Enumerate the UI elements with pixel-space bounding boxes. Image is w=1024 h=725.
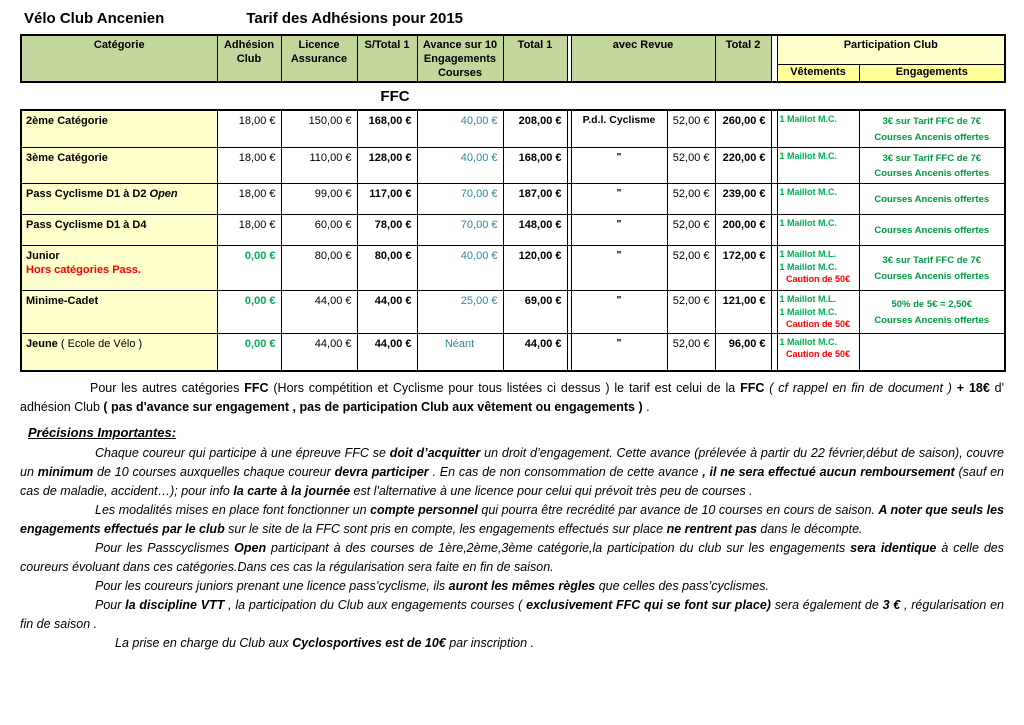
col-header-stotal1: S/Total 1 <box>357 35 417 82</box>
adhesion-cell: 18,00 € <box>217 214 281 245</box>
total2-cell: 220,00 € <box>715 147 771 183</box>
licence-cell: 44,00 € <box>281 290 357 333</box>
revue-cell: " <box>571 214 667 245</box>
vetements-cell: 1 Maillot M.C. <box>777 147 859 183</box>
note-paragraph: Pour les Passcyclismes Open participant à des courses de 1ère,2ème,3ème catégorie,la participation du club sur les engagements sera identique à celle des coureurs évoluant dans ces catégories.Dans ces cas la régularisation sera faite en fin de saison. <box>20 541 1005 575</box>
total1-cell: 148,00 € <box>503 214 567 245</box>
subtotal-cell: 44,00 € <box>357 333 417 371</box>
col-header-engagements: Engagements <box>859 64 1005 82</box>
vetements-cell: 1 Maillot M.C. <box>777 110 859 147</box>
licence-cell: 60,00 € <box>281 214 357 245</box>
licence-cell: 110,00 € <box>281 147 357 183</box>
total2-cell: 239,00 € <box>715 183 771 214</box>
total2-cell: 172,00 € <box>715 245 771 290</box>
table-row <box>21 290 1005 333</box>
category-cell: 3ème Catégorie <box>21 147 217 183</box>
revue-price-cell: 52,00 € <box>667 147 715 183</box>
category-cell: Jeune ( Ecole de Vélo ) <box>21 333 217 371</box>
licence-cell: 44,00 € <box>281 333 357 371</box>
revue-cell: " <box>571 290 667 333</box>
engagements-cell: Courses Ancenis offertes <box>859 183 1005 214</box>
subtotal-cell: 44,00 € <box>357 290 417 333</box>
section-heading-ffc: FFC <box>380 88 410 106</box>
revue-price-cell: 52,00 € <box>667 214 715 245</box>
adhesion-cell: 18,00 € <box>217 147 281 183</box>
total1-cell: 120,00 € <box>503 245 567 290</box>
engagements-cell: 3€ sur Tarif FFC de 7€ Courses Ancenis offertes <box>859 147 1005 183</box>
category-cell: Minime-Cadet <box>21 290 217 333</box>
engagements-cell: 50% de 5€ = 2,50€ Courses Ancenis offertes <box>859 290 1005 333</box>
vetements-cell: 1 Maillot M.L. 1 Maillot M.C. Caution de 50€ <box>777 245 859 290</box>
doc-title: Tarif des Adhésions pour 2015 <box>246 10 464 27</box>
col-header-avance: Avance sur 10 Engagements Courses <box>417 35 503 82</box>
licence-cell: 150,00 € <box>281 110 357 147</box>
vetements-cell: 1 Maillot M.L. 1 Maillot M.C. Caution de 50€ <box>777 290 859 333</box>
total2-cell: 121,00 € <box>715 290 771 333</box>
engagements-cell: 3€ sur Tarif FFC de 7€ Courses Ancenis offertes <box>859 110 1005 147</box>
total1-cell: 44,00 € <box>503 333 567 371</box>
revue-cell: " <box>571 333 667 371</box>
col-header-participation: Participation Club <box>777 35 1005 64</box>
adhesion-cell: 18,00 € <box>217 183 281 214</box>
revue-cell: " <box>571 183 667 214</box>
engagements-cell: Courses Ancenis offertes <box>859 214 1005 245</box>
revue-price-cell: 52,00 € <box>667 245 715 290</box>
club-title: Vélo Club Ancenien <box>24 10 165 27</box>
category-cell: Junior Hors catégories Pass. <box>21 245 217 290</box>
total2-cell: 96,00 € <box>715 333 771 371</box>
category-cell: 2ème Catégorie <box>21 110 217 147</box>
revue-price-cell: 52,00 € <box>667 290 715 333</box>
avance-cell: 25,00 € <box>417 290 503 333</box>
vetements-cell: 1 Maillot M.C. <box>777 183 859 214</box>
note-paragraph: Pour les coureurs juniors prenant une licence pass’cyclisme, ils auront les mêmes règles que celles des pass’cyclismes. <box>95 579 769 594</box>
revue-price-cell: 52,00 € <box>667 183 715 214</box>
table-row <box>21 147 1005 183</box>
table-row <box>21 214 1005 245</box>
col-header-revue: avec Revue <box>571 35 715 82</box>
adhesion-cell: 0,00 € <box>217 245 281 290</box>
licence-cell: 80,00 € <box>281 245 357 290</box>
total2-cell: 260,00 € <box>715 110 771 147</box>
avance-cell: 40,00 € <box>417 245 503 290</box>
avance-cell: 40,00 € <box>417 110 503 147</box>
subtotal-cell: 80,00 € <box>357 245 417 290</box>
engagements-cell: 3€ sur Tarif FFC de 7€ Courses Ancenis offertes <box>859 245 1005 290</box>
subtotal-cell: 128,00 € <box>357 147 417 183</box>
col-header-total2: Total 2 <box>715 35 771 82</box>
adhesion-cell: 0,00 € <box>217 333 281 371</box>
col-header-categorie: Catégorie <box>21 35 217 82</box>
revue-cell: P.d.l. Cyclisme <box>571 110 667 147</box>
header-table <box>20 34 1006 83</box>
revue-price-cell: 52,00 € <box>667 333 715 371</box>
vetements-cell: 1 Maillot M.C. <box>777 214 859 245</box>
subtotal-cell: 117,00 € <box>357 183 417 214</box>
subtotal-cell: 168,00 € <box>357 110 417 147</box>
total1-cell: 208,00 € <box>503 110 567 147</box>
col-header-licence: Licence Assurance <box>281 35 357 82</box>
total1-cell: 187,00 € <box>503 183 567 214</box>
avance-cell: 40,00 € <box>417 147 503 183</box>
table-row <box>21 110 1005 147</box>
table-row <box>21 333 1005 371</box>
adhesion-cell: 0,00 € <box>217 290 281 333</box>
total2-cell: 200,00 € <box>715 214 771 245</box>
total1-cell: 69,00 € <box>503 290 567 333</box>
tariff-table <box>20 109 1006 372</box>
note-intro: Pour les autres catégories FFC (Hors compétition et Cyclisme pour tous listées ci dessus ) le tarif est celui de la FFC ( cf rappel en fin de document ) + 18€ d' adhésion Club ( pas d'avance sur engagement , pas de participation Club aux vêtement ou engagements ) . <box>20 381 1005 415</box>
col-header-total1: Total 1 <box>503 35 567 82</box>
revue-cell: " <box>571 147 667 183</box>
avance-cell: Néant <box>417 333 503 371</box>
revue-cell: " <box>571 245 667 290</box>
title-bar <box>24 10 1004 27</box>
note-paragraph: La prise en charge du Club aux Cyclosportives est de 10€ par inscription . <box>115 636 534 651</box>
adhesion-cell: 18,00 € <box>217 110 281 147</box>
engagements-cell <box>859 333 1005 371</box>
licence-cell: 99,00 € <box>281 183 357 214</box>
avance-cell: 70,00 € <box>417 183 503 214</box>
avance-cell: 70,00 € <box>417 214 503 245</box>
note-paragraph: Les modalités mises en place font fonctionner un compte personnel qui pourra être recrédité par avance de 10 courses en cours de saison. A noter que seuls les engagements effectués par le club sur le site de la FFC sont pris en compte, les engagements effectués sur place ne rentrent pas dans le décompte. <box>20 503 1004 537</box>
col-header-adhesion: Adhésion Club <box>217 35 281 82</box>
table-row <box>21 245 1005 290</box>
notes-heading: Précisions Importantes: <box>28 425 177 441</box>
total1-cell: 168,00 € <box>503 147 567 183</box>
table-row <box>21 183 1005 214</box>
notes-section <box>20 379 1004 653</box>
revue-price-cell: 52,00 € <box>667 110 715 147</box>
category-cell: Pass Cyclisme D1 à D4 <box>21 214 217 245</box>
category-cell: Pass Cyclisme D1 à D2 Open <box>21 183 217 214</box>
note-paragraph: Chaque coureur qui participe à une épreuve FFC se doit d’acquitter un droit d’engagement. Cette avance (prélevée à partir du 22 février,début de saison), couvre un minimum de 10 courses auxquelles chaque coureur devra participer . En cas de non consommation de cette avance , il ne sera effectué aucun remboursement (sauf en cas de maladie, accident…); pour info la carte à la journée est l'alternative à une licence pour celui qui prévoit très peu de courses . <box>20 446 1004 499</box>
col-header-vetements: Vêtements <box>777 64 859 82</box>
note-paragraph: Pour la discipline VTT , la participation du Club aux engagements courses ( exclusivement FFC qui se font sur place) sera également de 3 € , régularisation en fin de saison . <box>20 598 1004 632</box>
subtotal-cell: 78,00 € <box>357 214 417 245</box>
vetements-cell: 1 Maillot M.C. Caution de 50€ <box>777 333 859 371</box>
